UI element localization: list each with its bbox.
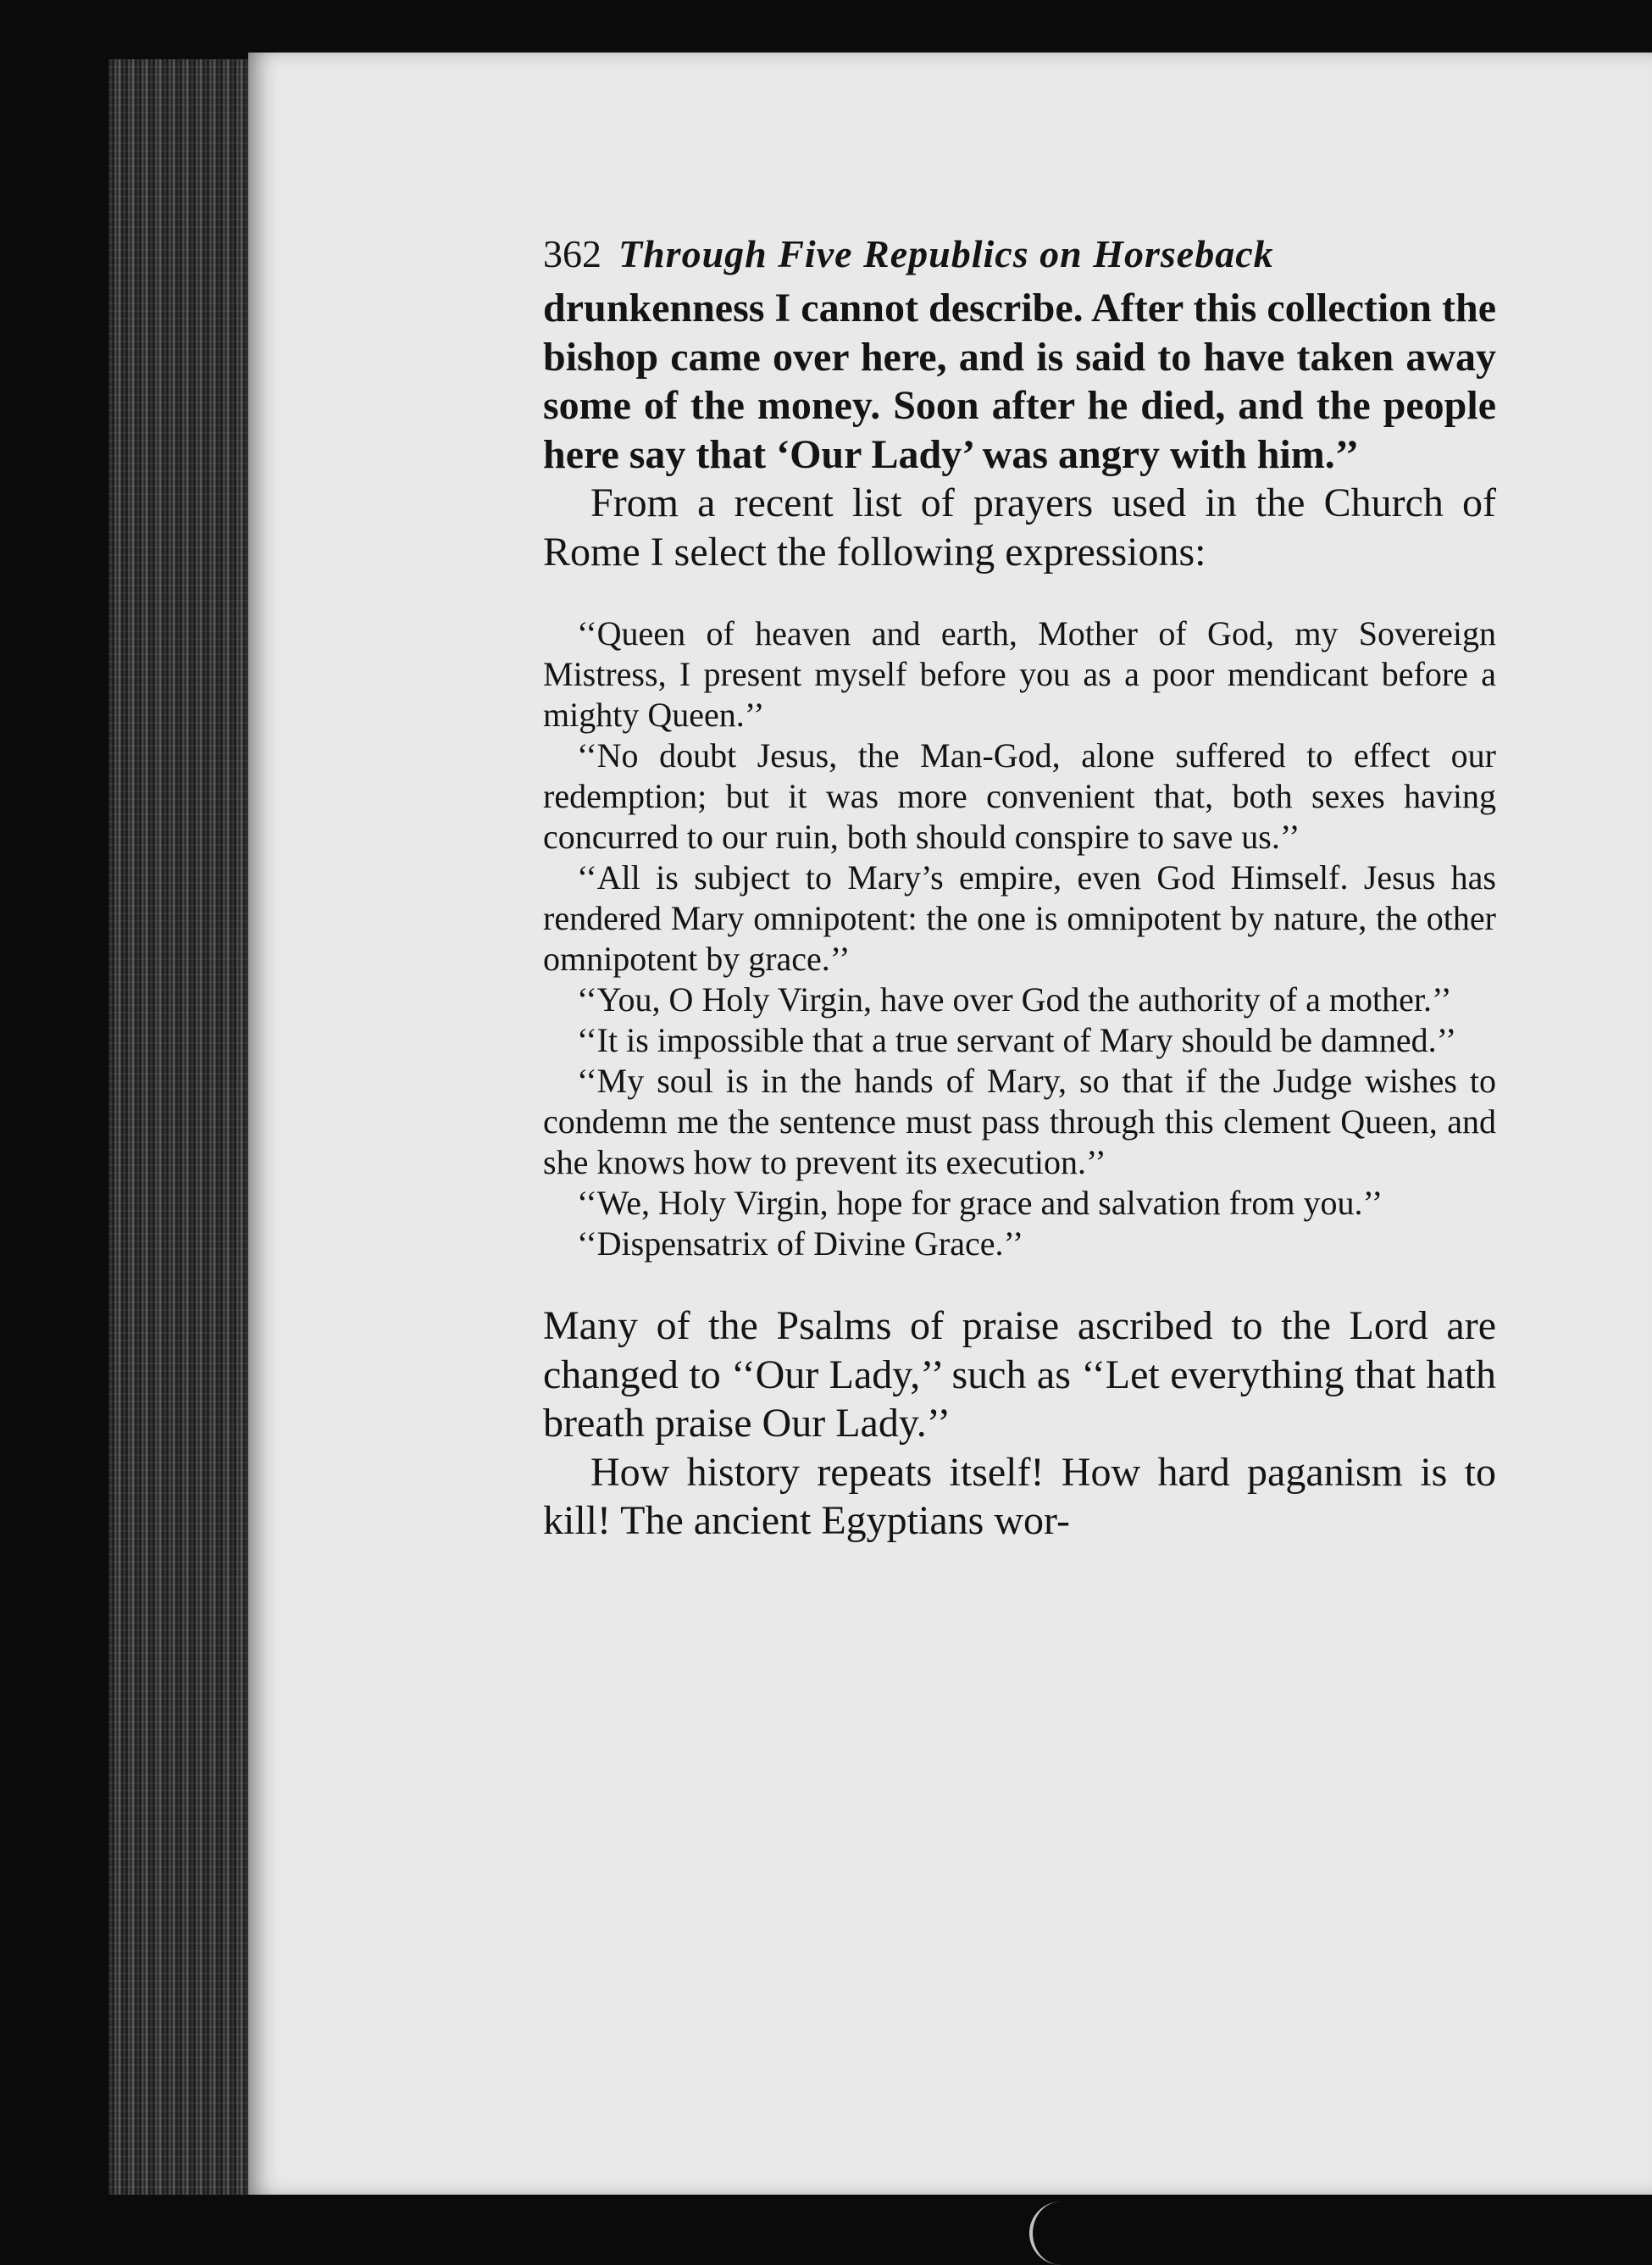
quote-item: ‘‘Queen of heaven and earth, Mother of God, my Sovereign Mistress, I present myself before you as a poor mendicant before a mighty Queen.’’ — [543, 614, 1496, 734]
quote-item: ‘‘No doubt Jesus, the Man-God, alone suffered to effect our redemption; but it was more convenient that, both sexes having concurred to our ruin, both should conspire to save us.’’ — [543, 736, 1496, 856]
quote-item: ‘‘Dispensatrix of Divine Grace.’’ — [577, 1224, 1024, 1263]
running-title: Through Five Republics on Horseback — [618, 232, 1274, 275]
prayer-quotes — [543, 613, 1496, 1264]
quote-item: ‘‘You, O Holy Virgin, have over God the authority of a mother.’’ — [577, 980, 1452, 1019]
quote-item: ‘‘All is subject to Mary’s empire, even God Himself. Jesus has rendered Mary omnipotent: the one is omnipotent by nature, the other omnipotent by grace.’’ — [543, 858, 1496, 978]
quote-item: ‘‘We, Holy Virgin, hope for grace and salvation from you.’’ — [577, 1184, 1383, 1222]
quote-item: ‘‘It is impossible that a true servant of Mary should be damned.’’ — [577, 1021, 1457, 1059]
quote-item: ‘‘My soul is in the hands of Mary, so that if the Judge wishes to condemn me the sentence must pass through this clement Queen, and she knows how to prevent its execution.’’ — [543, 1062, 1496, 1181]
scan-bottom-border — [0, 2195, 1652, 2265]
paragraph-prayers-intro: From a recent list of prayers used in the Church of Rome I select the following expressions: — [543, 480, 1496, 575]
paragraph-history: How history repeats itself! How hard paganism is to kill! The ancient Egyptians wor- — [543, 1449, 1496, 1543]
page-text-block — [543, 225, 1496, 1546]
scan-artifact-mark — [1029, 2201, 1092, 2265]
paragraph-psalms: Many of the Psalms of praise ascribed to the Lord are changed to ‘‘Our Lady,’’ such as ‘‘Let everything that hath breath praise Our Lady.’’ — [543, 1303, 1496, 1446]
book-page-edges — [108, 59, 252, 2203]
paragraph-drunkenness: drunkenness I cannot describe. After this collection the bishop came over here, and is said to have taken away some of the money. Soon after he died, and the people here say that ‘Our Lady’ was angry with him.’’ — [543, 286, 1496, 477]
running-head — [543, 225, 1496, 284]
page-number: 362 — [543, 232, 601, 275]
